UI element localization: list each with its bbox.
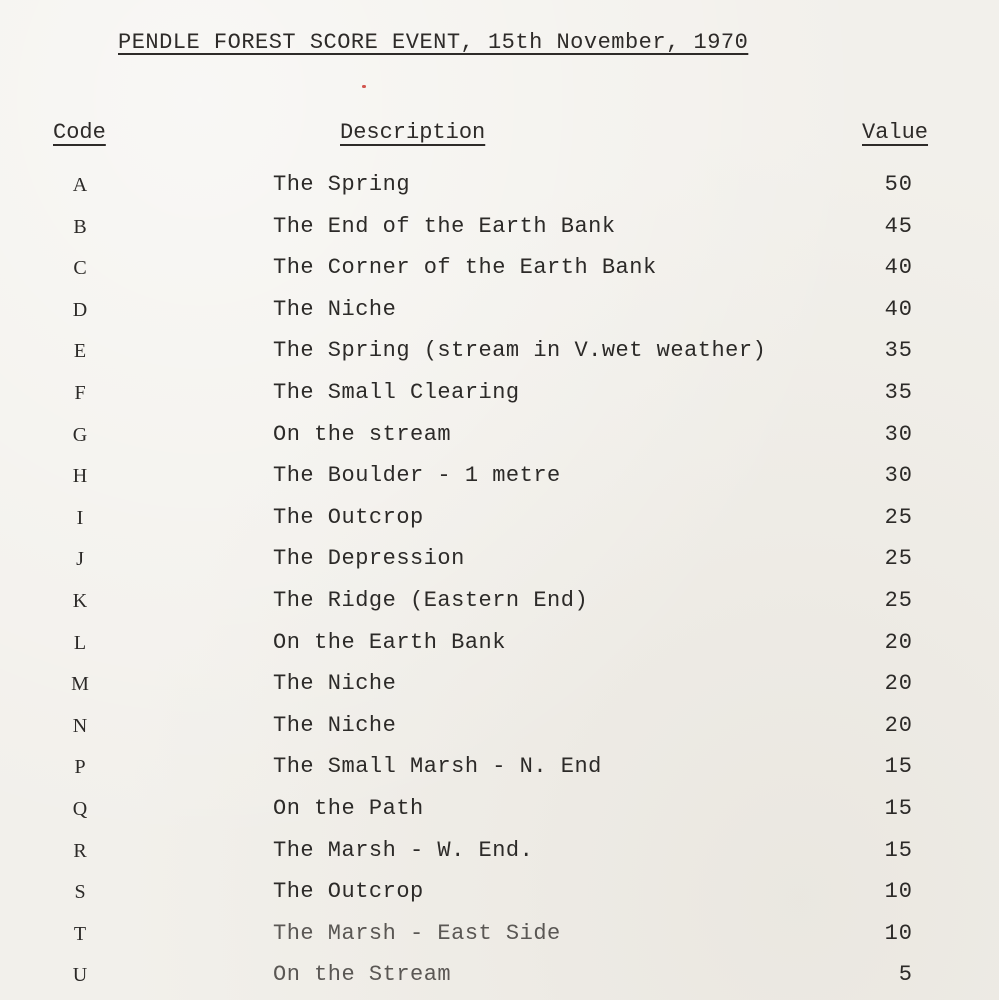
table-row [0, 875, 999, 917]
row-value: 15 [884, 837, 913, 863]
table-row [0, 210, 999, 252]
row-code: C [73, 257, 87, 280]
row-value: 20 [884, 671, 913, 697]
row-description: The End of the Earth Bank [273, 213, 616, 239]
row-description: The Depression [273, 546, 465, 572]
row-description: The Marsh - W. End. [273, 837, 534, 863]
row-description: The Small Clearing [273, 379, 520, 405]
table-row [0, 917, 999, 959]
row-code: L [73, 631, 87, 654]
row-value: 15 [884, 754, 913, 780]
row-code: U [72, 964, 88, 987]
row-value: 20 [884, 712, 913, 738]
row-value: 25 [884, 546, 913, 572]
row-value: 30 [884, 421, 913, 447]
row-description: The Spring (stream in V.wet weather) [273, 338, 767, 364]
table-row [0, 459, 999, 501]
table-row [0, 251, 999, 293]
table-row [0, 542, 999, 584]
table-row [0, 667, 999, 709]
row-value: 30 [884, 463, 913, 489]
row-description: The Niche [273, 296, 397, 322]
table-row [0, 418, 999, 460]
row-description: On the Path [273, 795, 424, 821]
row-description: The Spring [273, 172, 411, 197]
row-value: 35 [884, 338, 913, 364]
row-value: 20 [884, 629, 913, 655]
document-title: PENDLE FOREST SCORE EVENT, 15th November, 1970 [118, 30, 749, 55]
score-table [0, 168, 999, 1000]
row-value: 5 [898, 962, 913, 988]
row-description: The Niche [273, 712, 397, 738]
table-row [0, 834, 999, 876]
row-value: 40 [884, 255, 913, 281]
row-code: M [71, 673, 89, 696]
row-description: The Marsh - East Side [273, 920, 561, 946]
row-description: On the stream [273, 421, 452, 447]
table-row [0, 501, 999, 543]
row-code: F [74, 381, 86, 404]
row-value: 25 [884, 587, 913, 613]
table-row [0, 584, 999, 626]
header-code: Code [53, 120, 106, 145]
row-value: 50 [884, 172, 913, 197]
row-code: J [76, 548, 84, 571]
row-code: Q [72, 797, 88, 820]
row-code: B [73, 215, 87, 238]
row-value: 15 [884, 795, 913, 821]
header-description: Description [340, 120, 486, 145]
row-code: I [76, 506, 84, 529]
table-row [0, 709, 999, 751]
row-value: 45 [884, 213, 913, 239]
row-code: N [72, 714, 88, 737]
row-description: On the Earth Bank [273, 629, 506, 655]
row-value: 10 [884, 879, 913, 905]
row-code: D [72, 298, 88, 321]
ink-mark [362, 85, 366, 88]
row-value: 40 [884, 296, 913, 322]
row-code: T [73, 922, 87, 945]
row-code: S [74, 881, 86, 904]
row-code: K [72, 589, 88, 612]
row-description: The Outcrop [273, 879, 424, 905]
table-row [0, 376, 999, 418]
table-row [0, 626, 999, 668]
row-value: 35 [884, 379, 913, 405]
row-value: 10 [884, 920, 913, 946]
row-description: The Corner of the Earth Bank [273, 255, 657, 281]
row-code: E [73, 340, 87, 363]
row-code: P [74, 756, 86, 779]
table-row [0, 958, 999, 1000]
table-row [0, 168, 999, 210]
row-description: The Outcrop [273, 504, 424, 530]
row-code: H [72, 465, 88, 488]
row-code: G [72, 423, 88, 446]
row-value: 25 [884, 504, 913, 530]
table-row [0, 792, 999, 834]
row-description: On the Stream [273, 962, 452, 988]
table-row [0, 750, 999, 792]
row-description: The Niche [273, 671, 397, 697]
row-description: The Small Marsh - N. End [273, 754, 602, 780]
header-value: Value [862, 120, 929, 145]
row-code: R [73, 839, 87, 862]
table-row [0, 293, 999, 335]
row-code: A [72, 174, 88, 196]
row-description: The Boulder - 1 metre [273, 463, 561, 489]
row-description: The Ridge (Eastern End) [273, 587, 589, 613]
table-row [0, 334, 999, 376]
